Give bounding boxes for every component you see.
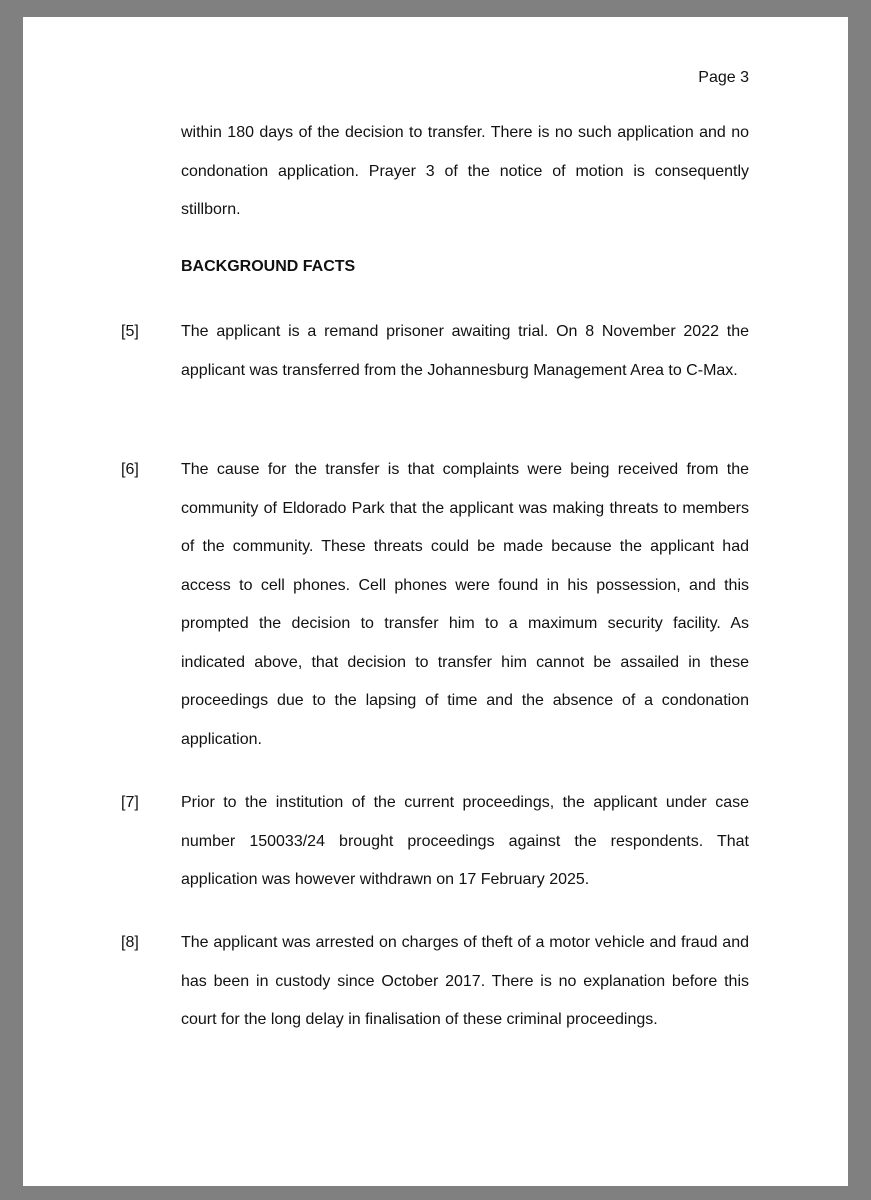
paragraph-number-8: [8] — [121, 934, 139, 951]
paragraph-8-text: The applicant was arrested on charges of theft of a motor vehicle and fraud and has been in custody since October 2017. There is no explanation before this court for the long delay in finalisation of these criminal proceedings. — [181, 934, 749, 1028]
section-heading: BACKGROUND FACTS — [181, 258, 356, 275]
paragraph-6-text: The cause for the transfer is that complaints were being received from the community of Eldorado Park that the applicant was making threats to members of the community. These threats could be made because the applicant had access to cell phones. Cell phones were found in his possession, and this prompted the decision to transfer him to a maximum security facility. As indicated above, that decision to transfer him cannot be assailed in these proceedings due to the lapsing of time and the absence of a condonation application. — [181, 461, 749, 748]
paragraph-7-text: Prior to the institution of the current proceedings, the applicant under case number 150033/24 brought proceedings against the respondents. That application was however withdrawn on 17 February 2025. — [181, 794, 749, 888]
paragraph-number-7: [7] — [121, 794, 139, 811]
paragraph-5-text: The applicant is a remand prisoner awaiting trial. On 8 November 2022 the applicant was transferred from the Johannesburg Management Area to C-Max. — [181, 323, 749, 379]
page-number: Page 3 — [698, 69, 749, 86]
document-page — [23, 17, 848, 1186]
paragraph-number-5: [5] — [121, 323, 139, 340]
intro-paragraph: within 180 days of the decision to transfer. There is no such application and no condonation application. Prayer 3 of the notice of motion is consequently stillborn. — [181, 124, 749, 218]
paragraph-number-6: [6] — [121, 461, 139, 478]
